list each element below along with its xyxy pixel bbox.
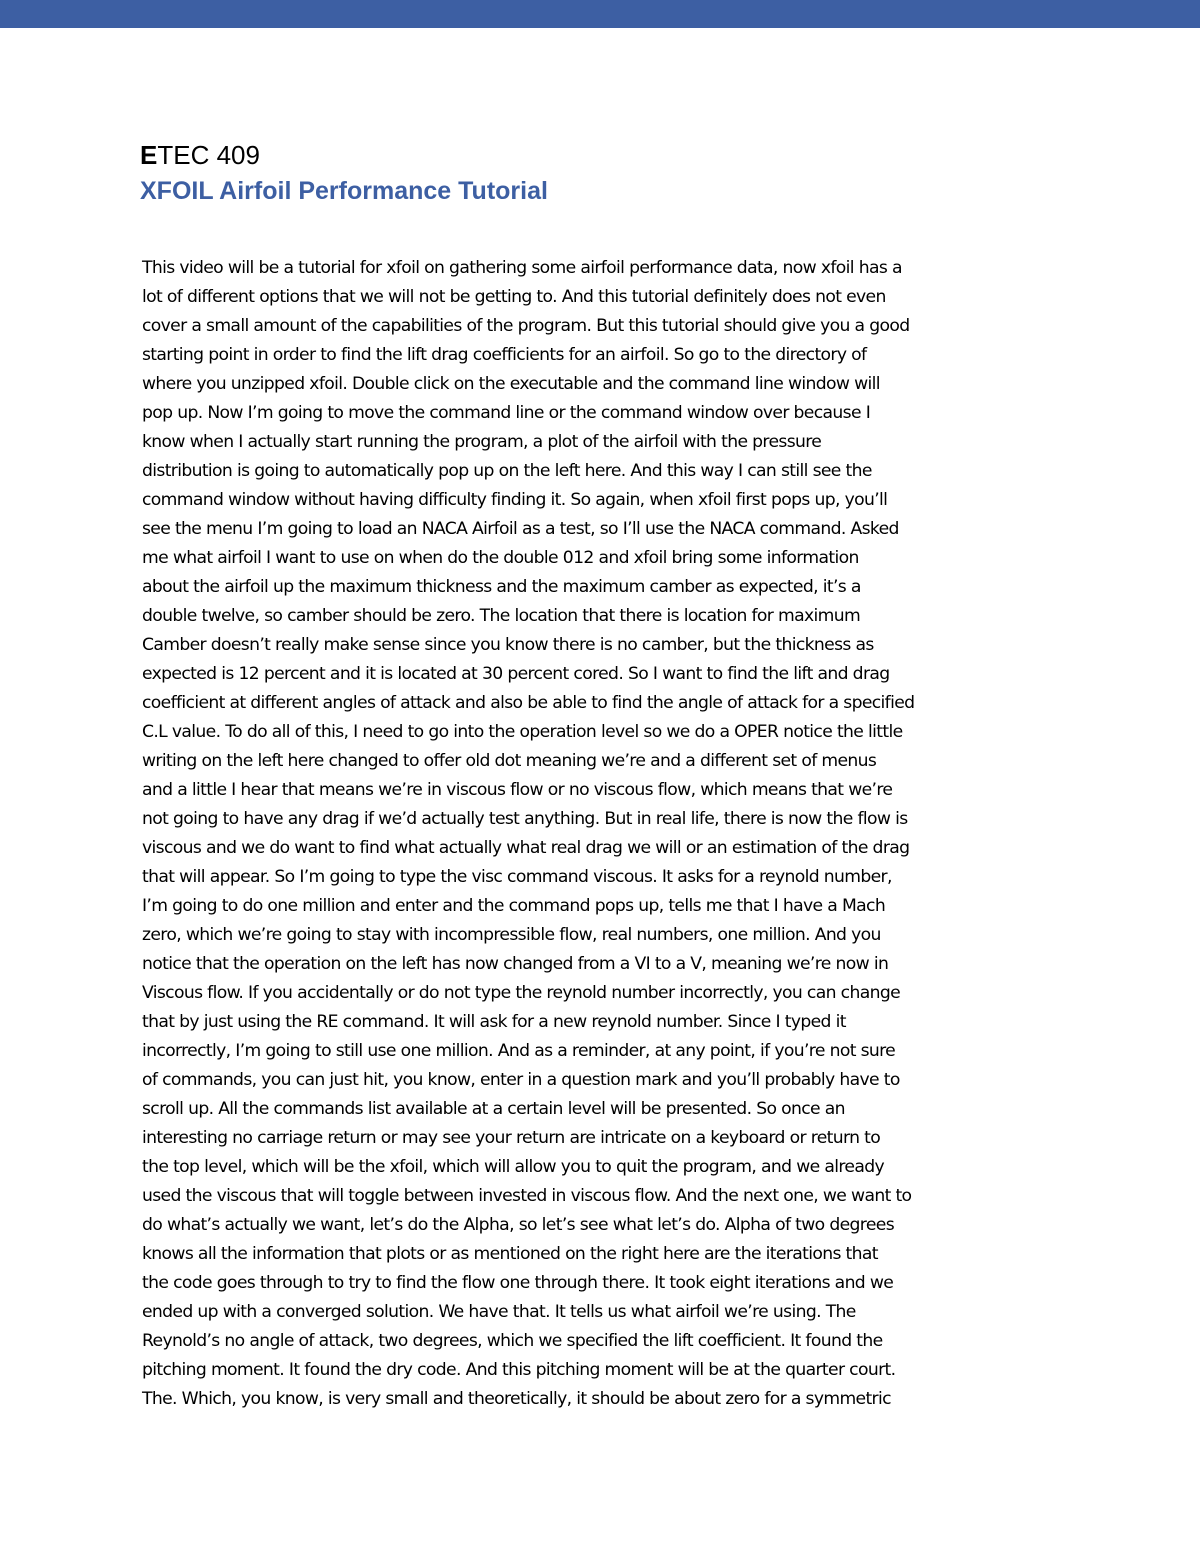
- body-line: me what airfoil I want to use on when do the double 012 and xfoil bring some information: [142, 548, 859, 568]
- course-code: [140, 140, 260, 170]
- body-line: scroll up. All the commands list available at a certain level will be presented. So once an: [142, 1099, 845, 1119]
- body-line: C.L value. To do all of this, I need to go into the operation level so we do a OPER notice the little: [142, 722, 903, 742]
- body-line: that by just using the RE command. It will ask for a new reynold number. Since I typed it: [142, 1012, 846, 1032]
- body-line: knows all the information that plots or as mentioned on the right here are the iterations that: [142, 1244, 878, 1264]
- body-line: the top level, which will be the xfoil, which will allow you to quit the program, and we already: [142, 1157, 884, 1177]
- body-line: Reynold’s no angle of attack, two degrees, which we specified the lift coefficient. It found the: [142, 1331, 883, 1351]
- body-line: incorrectly, I’m going to still use one million. And as a reminder, at any point, if you’re not sure: [142, 1041, 896, 1061]
- body-line: not going to have any drag if we’d actually test anything. But in real life, there is now the flow is: [142, 809, 908, 829]
- body-line: interesting no carriage return or may see your return are intricate on a keyboard or return to: [142, 1128, 881, 1148]
- body-line: lot of different options that we will not be getting to. And this tutorial definitely does not even: [142, 287, 886, 307]
- body-line: zero, which we’re going to stay with incompressible flow, real numbers, one million. And you: [142, 925, 881, 945]
- body-line: ended up with a converged solution. We have that. It tells us what airfoil we’re using. The: [142, 1302, 856, 1322]
- body-line: of commands, you can just hit, you know, enter in a question mark and you’ll probably have to: [142, 1070, 900, 1090]
- transcript-body: [142, 254, 1072, 1414]
- body-line: about the airfoil up the maximum thickness and the maximum camber as expected, it’s a: [142, 577, 861, 597]
- body-line: double twelve, so camber should be zero. The location that there is location for maximum: [142, 606, 861, 626]
- body-line: Viscous flow. If you accidentally or do not type the reynold number incorrectly, you can change: [142, 983, 901, 1003]
- body-line: distribution is going to automatically pop up on the left here. And this way I can still see the: [142, 461, 872, 481]
- body-line: The. Which, you know, is very small and theoretically, it should be about zero for a symmetric: [142, 1389, 891, 1409]
- body-line: used the viscous that will toggle between invested in viscous flow. And the next one, we want to: [142, 1186, 912, 1206]
- body-line: see the menu I’m going to load an NACA Airfoil as a test, so I’ll use the NACA command. Asked: [142, 519, 899, 539]
- header-band: [0, 0, 1200, 28]
- body-line: starting point in order to find the lift drag coefficients for an airfoil. So go to the directory of: [142, 345, 867, 365]
- body-line: writing on the left here changed to offer old dot meaning we’re and a different set of menus: [142, 751, 877, 771]
- document-title: XFOIL Airfoil Performance Tutorial: [140, 177, 548, 205]
- body-line: the code goes through to try to find the flow one through there. It took eight iterations and we: [142, 1273, 894, 1293]
- body-line: I’m going to do one million and enter and the command pops up, tells me that I have a Mach: [142, 896, 886, 916]
- body-line: coefficient at different angles of attack and also be able to find the angle of attack for a specified: [142, 693, 915, 713]
- body-line: know when I actually start running the program, a plot of the airfoil with the pressure: [142, 432, 822, 452]
- body-line: command window without having difficulty finding it. So again, when xfoil first pops up, you’ll: [142, 490, 888, 510]
- body-line: cover a small amount of the capabilities of the program. But this tutorial should give you a good: [142, 316, 910, 336]
- course-code-rest: TEC 409: [157, 140, 260, 170]
- body-line: viscous and we do want to find what actually what real drag we will or an estimation of the drag: [142, 838, 910, 858]
- body-line: do what’s actually we want, let’s do the Alpha, so let’s see what let’s do. Alpha of two degrees: [142, 1215, 894, 1235]
- body-line: where you unzipped xfoil. Double click on the executable and the command line window will: [142, 374, 880, 394]
- course-code-initial: E: [140, 140, 158, 170]
- body-line: pitching moment. It found the dry code. And this pitching moment will be at the quarter court.: [142, 1360, 896, 1380]
- body-line: Camber doesn’t really make sense since you know there is no camber, but the thickness as: [142, 635, 874, 655]
- body-line: expected is 12 percent and it is located at 30 percent cored. So I want to find the lift and drag: [142, 664, 890, 684]
- body-line: and a little I hear that means we’re in viscous flow or no viscous flow, which means that we’re: [142, 780, 893, 800]
- body-line: pop up. Now I’m going to move the command line or the command window over because I: [142, 403, 871, 423]
- body-line: that will appear. So I’m going to type the visc command viscous. It asks for a reynold number,: [142, 867, 892, 887]
- body-line: This video will be a tutorial for xfoil on gathering some airfoil performance data, now xfoil has a: [142, 258, 902, 278]
- body-line: notice that the operation on the left has now changed from a VI to a V, meaning we’re now in: [142, 954, 889, 974]
